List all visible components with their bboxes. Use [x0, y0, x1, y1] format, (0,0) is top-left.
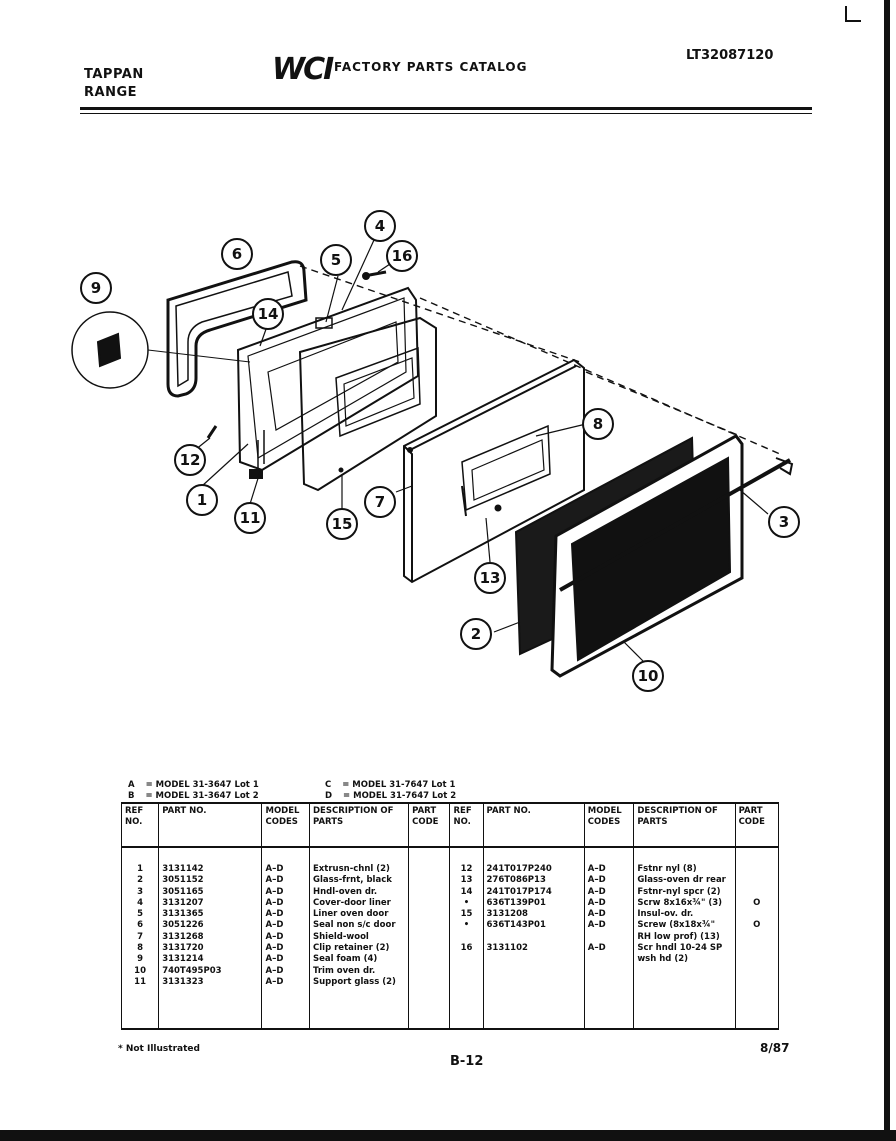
table-cell: 3131214 — [162, 954, 204, 965]
table-cell: Cover-door liner — [313, 897, 391, 908]
table-cell: Scrw 8x16x¾" (3) — [637, 897, 723, 908]
brand-line-2: RANGE — [84, 85, 138, 100]
table-cell: 241T017P174 — [486, 886, 552, 897]
model-code-b: B — [128, 791, 135, 801]
table-cell: Shield-wool — [313, 931, 369, 942]
callout-label-12: 12 — [179, 451, 201, 469]
table-cell: A–D — [587, 943, 606, 954]
table-cell: A–D — [587, 897, 606, 908]
table-cell: Scr hndl 10-24 SP — [637, 943, 723, 954]
table-cell: 8 — [137, 943, 144, 954]
right-code-column — [735, 847, 778, 1029]
table-cell: 15 — [460, 909, 473, 920]
table-cell: 276T086P13 — [486, 875, 546, 886]
table-cell — [588, 932, 631, 943]
callout-label-3: 3 — [778, 513, 790, 531]
table-cell: 3051152 — [162, 875, 204, 886]
table-cell: A–D — [265, 965, 284, 976]
table-cell — [739, 875, 775, 886]
page-number: B-12 — [450, 1054, 484, 1069]
table-cell: Fstnr-nyl spcr (2) — [637, 886, 721, 897]
table-cell — [487, 932, 581, 943]
door-seal-part — [168, 262, 306, 396]
callout-label-5: 5 — [330, 251, 342, 269]
table-cell: A–D — [265, 976, 284, 987]
table-cell — [588, 954, 631, 965]
table-cell — [739, 864, 775, 875]
table-cell: 3051165 — [162, 886, 204, 897]
table-cell: Hndl-oven dr. — [313, 886, 378, 897]
callout-label-6: 6 — [231, 245, 243, 263]
table-cell: A–D — [265, 875, 284, 886]
table-cell: • — [463, 920, 470, 931]
table-cell: 3131323 — [162, 976, 204, 987]
table-cell — [739, 932, 775, 943]
left-model-column — [262, 847, 310, 1029]
callout-label-4: 4 — [374, 217, 386, 235]
table-cell: A–D — [265, 943, 284, 954]
table-cell: 2 — [137, 875, 144, 886]
table-cell: A–D — [587, 864, 606, 874]
model-code-c: C — [325, 780, 332, 790]
table-cell: Glass-frnt, black — [313, 875, 392, 886]
callout-label-2: 2 — [470, 625, 482, 643]
callout-label-11: 11 — [239, 509, 261, 527]
doc-number: LT32087120 — [686, 48, 774, 63]
table-cell: Liner oven door — [313, 909, 389, 920]
brand-line-1: TAPPAN — [84, 67, 144, 82]
callout-label-8: 8 — [592, 415, 604, 433]
table-cell: A–D — [587, 920, 606, 931]
callout-label-1: 1 — [196, 491, 208, 509]
table-cell: A–D — [265, 954, 284, 965]
col-part-2: PART NO. — [483, 803, 584, 847]
col-code: PART CODE — [409, 803, 450, 847]
left-desc-column — [310, 847, 409, 1029]
table-cell: A–D — [587, 875, 606, 886]
table-cell: Fstnr nyl (8) — [637, 864, 697, 874]
table-cell: Clip retainer (2) — [313, 943, 390, 954]
col-model: MODEL CODES — [262, 803, 310, 847]
table-cell — [453, 954, 479, 965]
table-cell: Trim oven dr. — [313, 965, 376, 976]
col-desc-2: DESCRIPTION OF PARTS — [634, 803, 735, 847]
table-cell — [739, 943, 775, 954]
table-cell — [412, 864, 446, 875]
left-ref-column — [122, 847, 159, 1029]
table-cell — [739, 887, 775, 898]
table-cell: 5 — [137, 909, 144, 920]
table-cell: 636T143P01 — [486, 920, 546, 931]
table-cell: 12 — [460, 864, 473, 874]
table-cell: Seal non s/c door — [313, 920, 396, 931]
table-cell: O — [753, 897, 761, 908]
model-desc-a: = MODEL 31-3647 Lot 1 — [145, 780, 259, 790]
table-cell: RH low prof) (13) — [637, 931, 720, 942]
table-cell: 4 — [137, 897, 144, 908]
callout-label-7: 7 — [374, 493, 386, 511]
table-cell — [739, 909, 775, 920]
left-code-column — [409, 847, 450, 1029]
table-cell: 1 — [137, 864, 144, 874]
table-cell: 3131102 — [486, 943, 528, 954]
col-desc: DESCRIPTION OF PARTS — [310, 803, 409, 847]
table-cell: 3 — [137, 886, 144, 897]
table-cell: 14 — [460, 886, 473, 897]
table-cell: 3131365 — [162, 909, 204, 920]
model-key — [128, 780, 457, 802]
table-cell: 16 — [460, 943, 473, 954]
table-cell: Screw (8x18x¾" — [637, 920, 716, 931]
table-cell: • — [463, 897, 470, 908]
model-desc-d: = MODEL 31-7647 Lot 2 — [343, 791, 457, 801]
table-cell: 13 — [460, 875, 473, 886]
table-cell: 241T017P240 — [486, 864, 552, 874]
table-cell: 6 — [137, 920, 144, 931]
callout-label-13: 13 — [479, 569, 501, 587]
table-cell: A–D — [265, 909, 284, 920]
table-cell: A–D — [265, 864, 284, 874]
table-cell: Support glass (2) — [313, 976, 396, 987]
table-cell: 3131720 — [162, 943, 204, 954]
table-cell — [487, 954, 581, 965]
table-cell: 11 — [134, 976, 147, 987]
col-code-2: PART CODE — [735, 803, 778, 847]
model-code-a: A — [128, 780, 135, 790]
col-ref: REF NO. — [122, 803, 159, 847]
model-desc-b: = MODEL 31-3647 Lot 2 — [145, 791, 259, 801]
table-cell: A–D — [587, 886, 606, 897]
table-cell: A–D — [265, 886, 284, 897]
table-cell: wsh hd (2) — [637, 954, 689, 965]
table-cell — [453, 932, 479, 943]
revision-date: 8/87 — [760, 1041, 790, 1055]
table-cell — [739, 954, 775, 965]
right-model-column — [584, 847, 634, 1029]
parts-table-body — [122, 847, 779, 1029]
table-cell: 3131207 — [162, 897, 204, 908]
table-cell: 740T495P03 — [162, 965, 222, 976]
table-cell: 3051226 — [162, 920, 204, 931]
table-cell: 9 — [137, 954, 144, 965]
callout-label-10: 10 — [637, 667, 659, 685]
table-cell: A–D — [265, 931, 284, 942]
not-illustrated-note: * Not Illustrated — [118, 1044, 200, 1054]
right-desc-column — [634, 847, 735, 1029]
right-ref-column — [450, 847, 483, 1029]
table-cell: 7 — [137, 931, 144, 942]
table-cell: A–D — [265, 920, 284, 931]
wci-logo: WCI — [272, 52, 333, 87]
callout-label-15: 15 — [331, 515, 353, 533]
table-cell: A–D — [587, 909, 606, 920]
callout-label-14: 14 — [257, 305, 279, 323]
parts-table-header — [122, 803, 779, 847]
left-part-column — [159, 847, 262, 1029]
catalog-title: FACTORY PARTS CATALOG — [334, 60, 528, 74]
callout-label-16: 16 — [391, 247, 413, 265]
parts-table — [121, 802, 779, 1030]
table-cell: 3131208 — [486, 909, 528, 920]
door-inner-panel-part — [300, 318, 436, 490]
scan-edge-bottom — [0, 1130, 896, 1141]
col-ref-2: REF NO. — [450, 803, 483, 847]
table-cell: 3131268 — [162, 931, 204, 942]
table-cell: 10 — [134, 965, 147, 976]
fastener-12-part — [208, 426, 216, 438]
table-cell: Insul-ov. dr. — [637, 909, 694, 920]
table-cell: A–D — [265, 897, 284, 908]
table-cell: O — [753, 920, 761, 931]
model-code-d: D — [325, 791, 333, 801]
col-part: PART NO. — [159, 803, 262, 847]
callout-label-9: 9 — [90, 279, 102, 297]
table-cell: Seal foam (4) — [313, 954, 378, 965]
model-desc-c: = MODEL 31-7647 Lot 1 — [342, 780, 456, 790]
table-cell: 3131142 — [162, 864, 204, 874]
col-model-2: MODEL CODES — [584, 803, 634, 847]
table-cell: Extrusn-chnl (2) — [313, 864, 390, 874]
table-cell: Glass-oven dr rear — [637, 875, 726, 886]
right-part-column — [483, 847, 584, 1029]
table-cell: 636T139P01 — [486, 897, 546, 908]
